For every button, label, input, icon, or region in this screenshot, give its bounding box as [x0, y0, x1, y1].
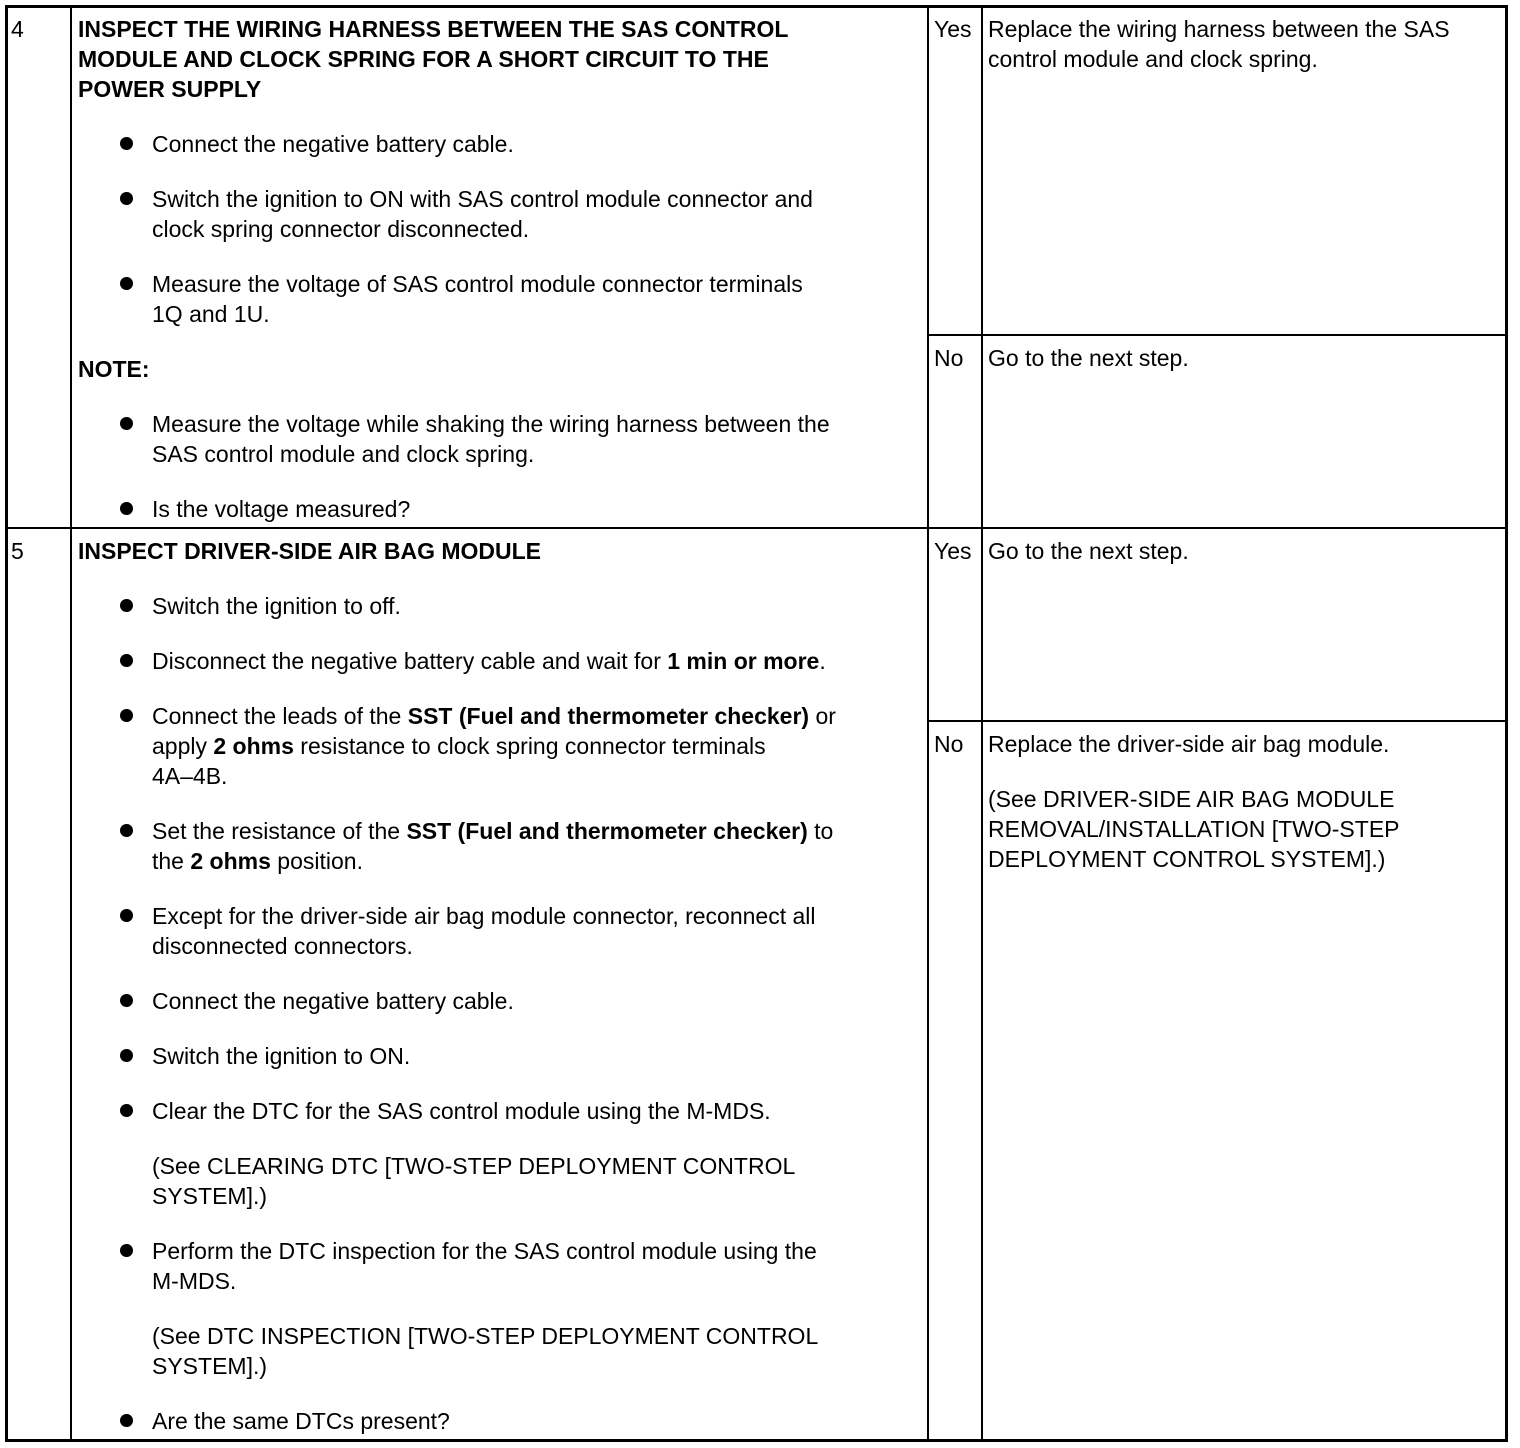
result-no-action: Replace the driver-side air bag module. [988, 731, 1390, 757]
bullet-icon [120, 1049, 133, 1062]
instruction-text: Connect the negative battery cable. [152, 988, 514, 1014]
bullet-icon [120, 824, 133, 837]
instruction-text: M-MDS. [152, 1268, 237, 1294]
bullet-icon [120, 502, 133, 515]
instruction-text: clock spring connector disconnected. [152, 216, 530, 242]
bullet-icon [120, 277, 133, 290]
question-text: Is the voltage measured? [152, 496, 411, 522]
bullet-icon [120, 654, 133, 667]
instruction-text: Except for the driver-side air bag module connector, reconnect all [152, 903, 816, 929]
step-title: MODULE AND CLOCK SPRING FOR A SHORT CIRCUIT TO THE [78, 46, 769, 72]
step-title: INSPECT THE WIRING HARNESS BETWEEN THE SAS CONTROL [78, 16, 789, 42]
reference-link[interactable]: (See DRIVER-SIDE AIR BAG MODULE [988, 786, 1395, 812]
result-no-label: No [934, 345, 964, 371]
bullet-icon [120, 709, 133, 722]
bullet-icon [120, 417, 133, 430]
step-number: 4 [11, 16, 24, 42]
result-no-label: No [934, 731, 964, 757]
bullet-icon [120, 1104, 133, 1117]
instruction-text: Set the resistance of the SST (Fuel and thermometer checker) to [152, 818, 834, 844]
reference-link[interactable]: SYSTEM].) [152, 1353, 268, 1379]
instruction-text: the 2 ohms position. [152, 848, 363, 874]
instruction-text: disconnected connectors. [152, 933, 413, 959]
bullet-icon [120, 909, 133, 922]
instruction-text: Switch the ignition to ON with SAS control module connector and [152, 186, 813, 212]
result-yes-label: Yes [934, 16, 972, 42]
instruction-text: Perform the DTC inspection for the SAS control module using the [152, 1238, 817, 1264]
step-title: INSPECT DRIVER-SIDE AIR BAG MODULE [78, 538, 542, 564]
row-divider-step5-yes-no [928, 720, 1506, 722]
instruction-text: Switch the ignition to ON. [152, 1043, 411, 1069]
reference-link[interactable]: (See DTC INSPECTION [TWO-STEP DEPLOYMENT CONTROL [152, 1323, 819, 1349]
bullet-icon [120, 1414, 133, 1427]
question-text: Are the same DTCs present? [152, 1408, 450, 1434]
reference-link[interactable]: (See CLEARING DTC [TWO-STEP DEPLOYMENT CONTROL [152, 1153, 796, 1179]
row-divider-step4-yes-no [928, 334, 1506, 336]
instruction-text: SAS control module and clock spring. [152, 441, 535, 467]
result-yes-action: control module and clock spring. [988, 46, 1318, 72]
instruction-text: 1Q and 1U. [152, 301, 270, 327]
column-divider-number [70, 6, 72, 1442]
result-yes-action: Replace the wiring harness between the SAS [988, 16, 1450, 42]
result-yes-label: Yes [934, 538, 972, 564]
bullet-icon [120, 599, 133, 612]
instruction-text: Connect the leads of the SST (Fuel and thermometer checker) or [152, 703, 836, 729]
bullet-icon [120, 137, 133, 150]
bullet-icon [120, 1244, 133, 1257]
reference-link[interactable]: DEPLOYMENT CONTROL SYSTEM].) [988, 846, 1386, 872]
reference-link[interactable]: REMOVAL/INSTALLATION [TWO-STEP [988, 816, 1400, 842]
result-no-action: Go to the next step. [988, 345, 1189, 371]
note-label: NOTE: [78, 356, 150, 382]
row-divider-step [6, 527, 1506, 529]
instruction-text: Measure the voltage while shaking the wiring harness between the [152, 411, 830, 437]
step-number: 5 [11, 538, 24, 564]
instruction-text: 4A–4B. [152, 763, 228, 789]
step-title: POWER SUPPLY [78, 76, 262, 102]
result-yes-action: Go to the next step. [988, 538, 1189, 564]
instruction-text: Connect the negative battery cable. [152, 131, 514, 157]
instruction-text: Clear the DTC for the SAS control module using the M-MDS. [152, 1098, 771, 1124]
instruction-text: Measure the voltage of SAS control module connector terminals [152, 271, 803, 297]
column-divider-result [927, 6, 929, 1442]
bullet-icon [120, 192, 133, 205]
instruction-text: Disconnect the negative battery cable and wait for 1 min or more. [152, 648, 826, 674]
instruction-text: apply 2 ohms resistance to clock spring connector terminals [152, 733, 766, 759]
column-divider-action [981, 6, 983, 1442]
instruction-text: Switch the ignition to off. [152, 593, 401, 619]
reference-link[interactable]: SYSTEM].) [152, 1183, 268, 1209]
bullet-icon [120, 994, 133, 1007]
